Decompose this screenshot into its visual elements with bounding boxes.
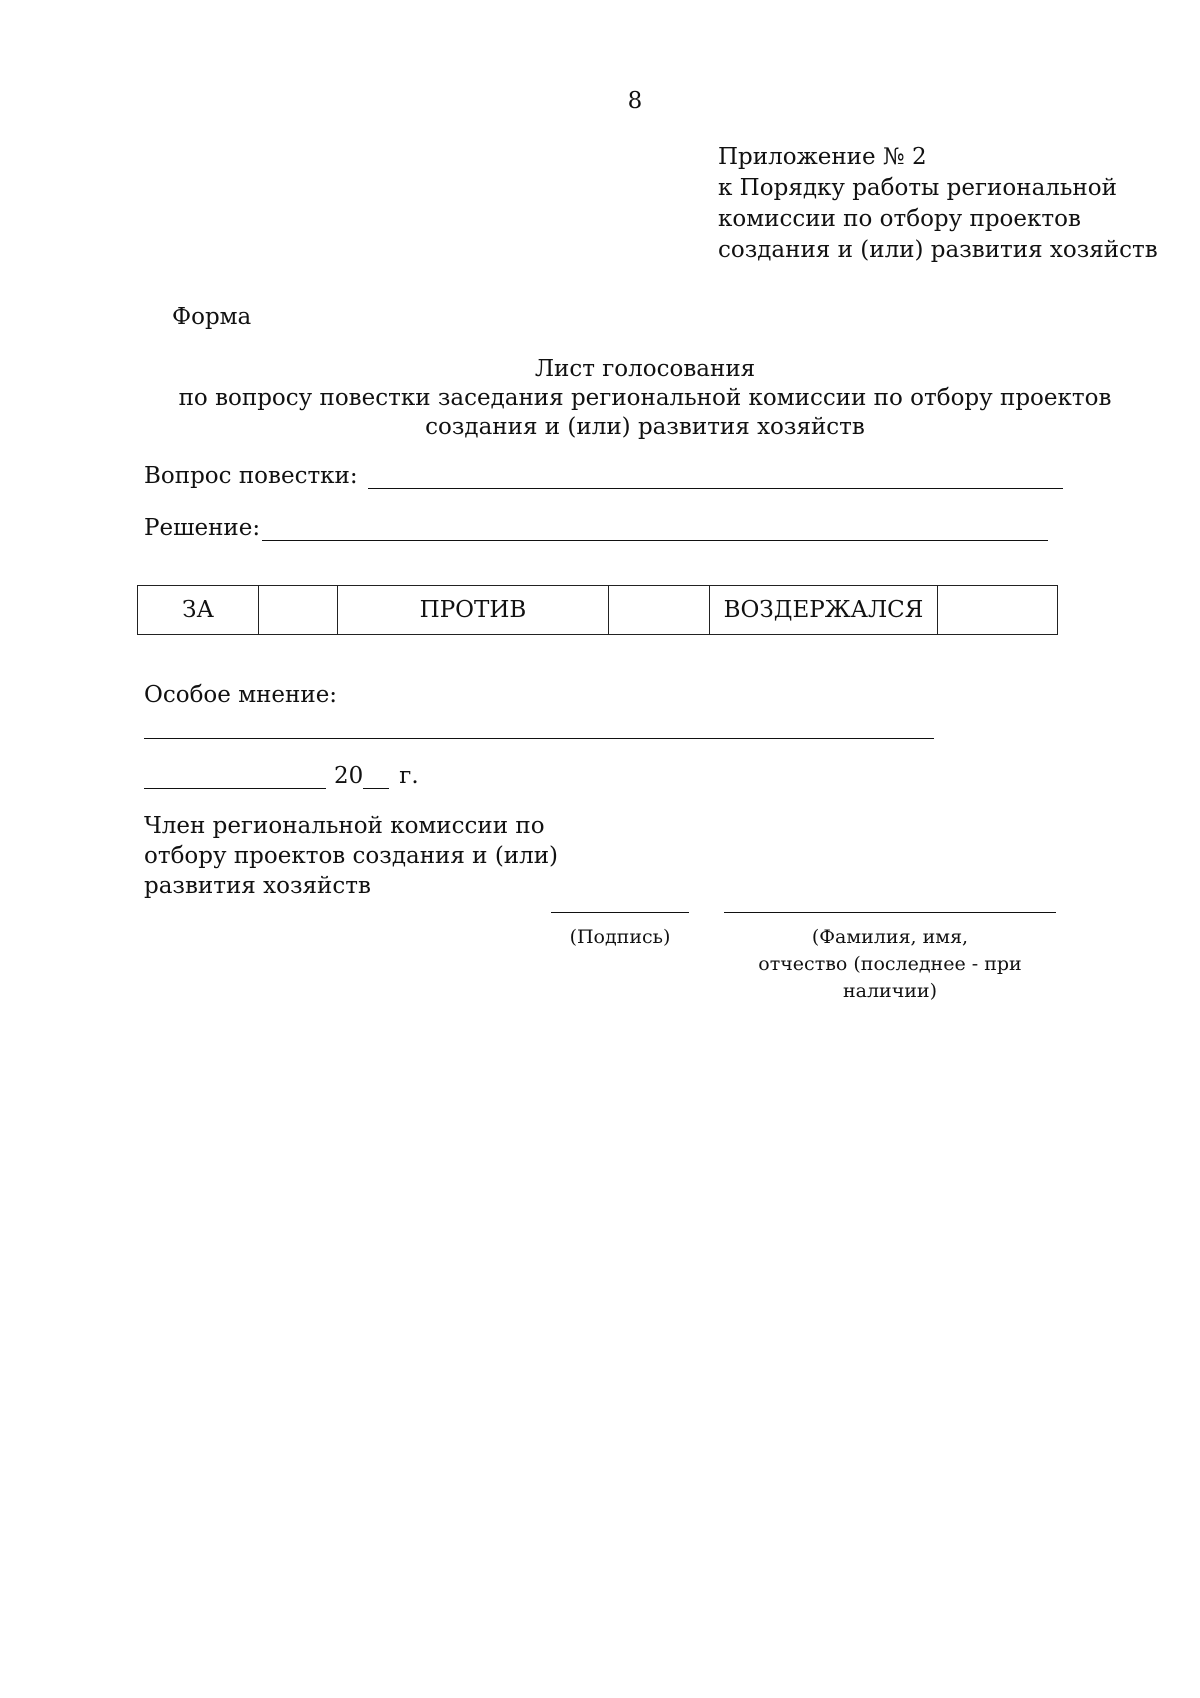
appendix-line: комиссии по отбору проектов (718, 206, 1081, 232)
date-year-suffix: г. (399, 763, 419, 789)
form-label: Форма (172, 304, 252, 330)
vote-table (137, 585, 1058, 635)
page-number: 8 (627, 88, 643, 114)
date-row (144, 762, 419, 789)
decision-field[interactable] (262, 514, 1048, 541)
appendix-line: Приложение № 2 (718, 144, 927, 170)
signature-field[interactable] (551, 912, 689, 913)
member-title (144, 811, 558, 901)
vote-table-row (138, 586, 1058, 635)
member-line: Член региональной комиссии по (144, 813, 545, 839)
special-opinion-label: Особое мнение: (144, 682, 338, 708)
vote-abstained-label: ВОЗДЕРЖАЛСЯ (710, 586, 938, 635)
title-line: создания и (или) развития хозяйств (425, 414, 865, 440)
date-day-month-field[interactable] (144, 762, 326, 789)
member-line: развития хозяйств (144, 873, 371, 899)
agenda-question-row (144, 462, 1063, 489)
vote-against-label: ПРОТИВ (338, 586, 609, 635)
appendix-line: создания и (или) развития хозяйств (718, 237, 1158, 263)
decision-label: Решение: (144, 515, 261, 541)
agenda-question-field[interactable] (368, 462, 1063, 489)
full-name-caption-line: (Фамилия, имя, (811, 926, 969, 948)
date-year-field[interactable] (363, 762, 389, 789)
full-name-caption-line: наличии) (842, 980, 938, 1002)
document-title (0, 355, 1200, 442)
special-opinion-field[interactable] (144, 738, 934, 739)
vote-for-label: ЗА (138, 586, 259, 635)
agenda-question-label: Вопрос повестки: (144, 463, 358, 489)
vote-for-checkbox[interactable] (259, 586, 338, 635)
title-line: по вопросу повестки заседания региональной комиссии по отбору проектов (178, 385, 1112, 411)
full-name-caption (724, 924, 1056, 1005)
vote-abstained-checkbox[interactable] (938, 586, 1058, 635)
signature-caption: (Подпись) (569, 926, 671, 948)
vote-against-checkbox[interactable] (609, 586, 710, 635)
decision-row (144, 514, 1048, 541)
date-year-prefix: 20 (334, 763, 364, 789)
appendix-line: к Порядку работы региональной (718, 175, 1117, 201)
member-line: отбору проектов создания и (или) (144, 843, 559, 869)
full-name-caption-line: отчество (последнее - при (758, 953, 1022, 975)
title-line: Лист голосования (534, 356, 756, 382)
full-name-field[interactable] (724, 912, 1056, 913)
appendix-header (718, 142, 1158, 266)
